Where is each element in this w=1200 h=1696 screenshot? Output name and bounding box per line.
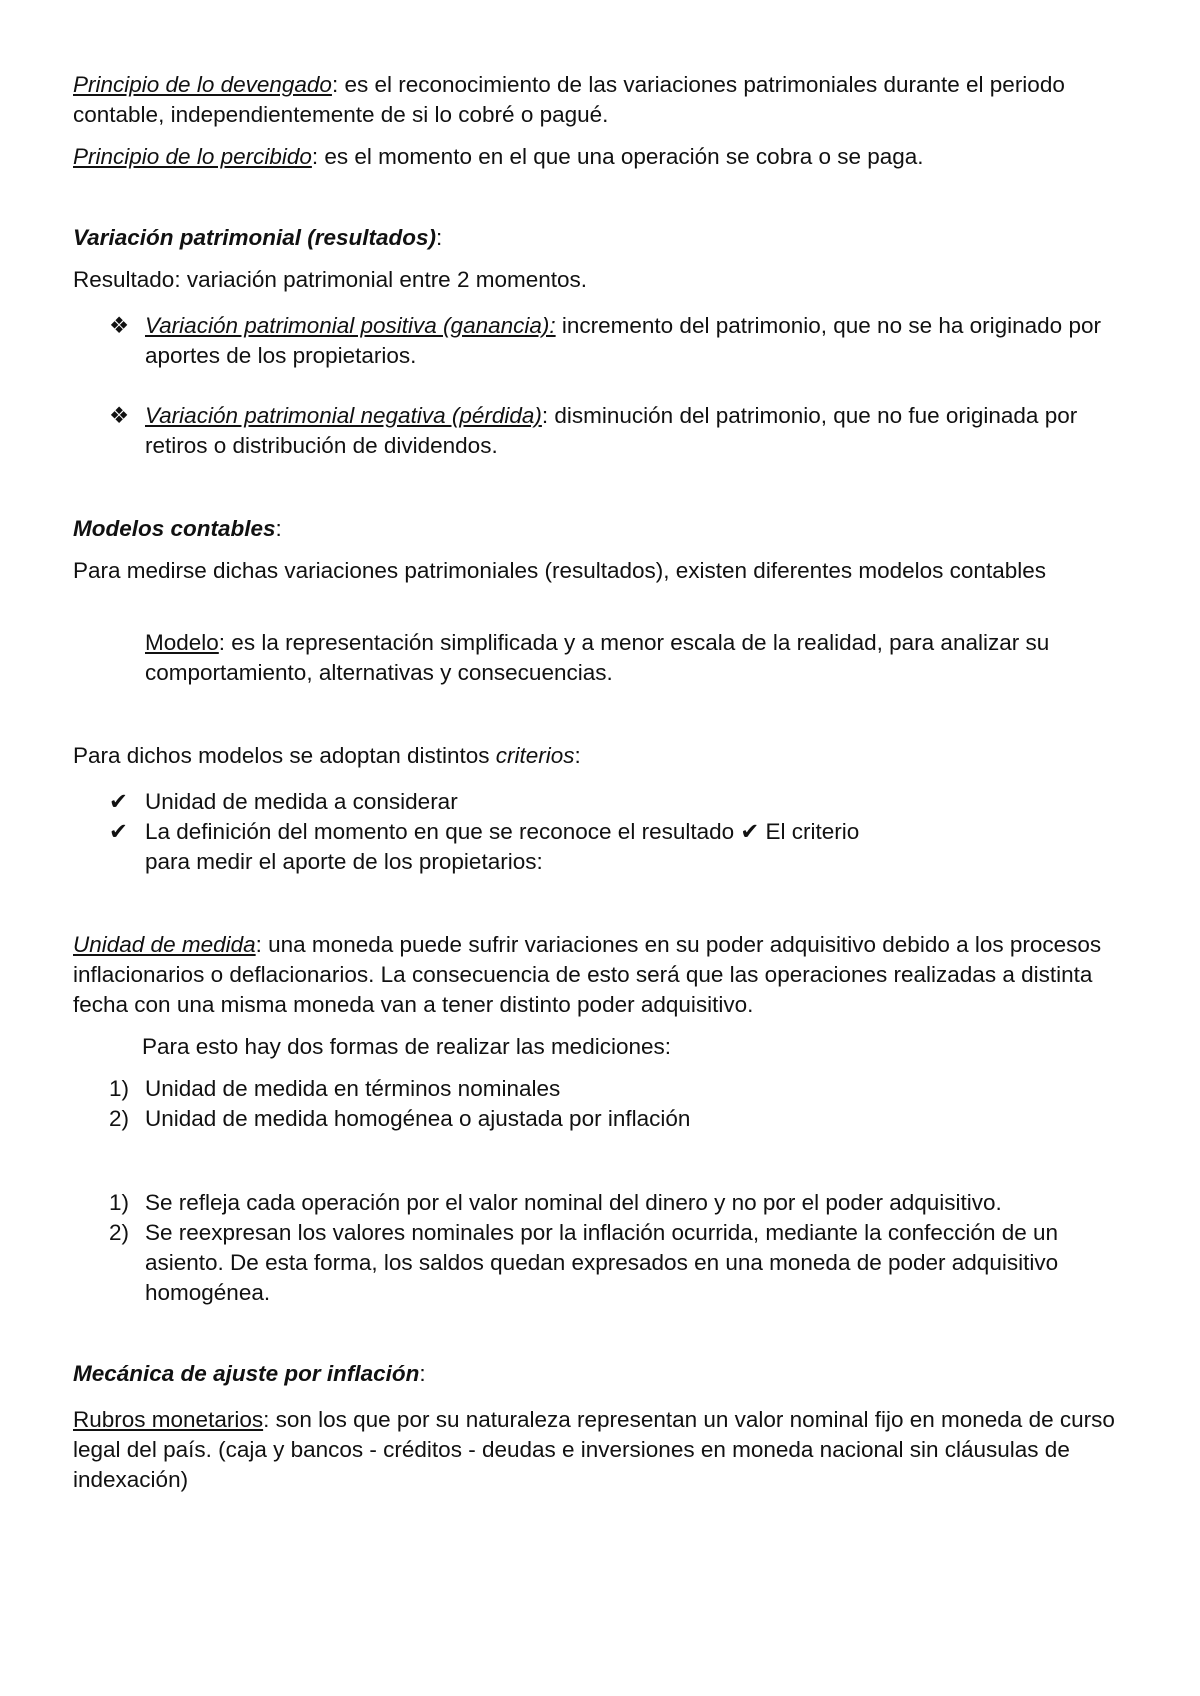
variacion-heading-text: Variación patrimonial (resultados): [73, 225, 436, 250]
explicacion-item-2: [73, 1218, 1143, 1308]
modelos-heading-text: Modelos contables: [73, 516, 276, 541]
devengado-text: : es el reconocimiento de las variaciones patrimoniales durante el periodo contable, independientemente de si lo cobré o pagué.: [73, 72, 1065, 127]
criterio-item-1: [73, 787, 1143, 817]
percibido-term: Principio de lo percibido: [73, 144, 312, 169]
diamond-bullet-icon: ❖: [109, 403, 130, 428]
unidad-text: : una moneda puede sufrir variaciones en su poder adquisitivo debido a los procesos inflacionarios o deflacionarios. La consecuencia de esto será que las operaciones realizadas a distinta fecha con una misma moneda van a tener distinto poder adquisitivo.: [73, 932, 1102, 1017]
mecanica-heading: [73, 1359, 1143, 1389]
medicion-item-1: [73, 1074, 1143, 1104]
variacion-positiva-item: [73, 311, 1143, 371]
modelos-intro: Para medirse dichas variaciones patrimoniales (resultados), existen diferentes modelos contables: [73, 558, 1046, 583]
rubros-term: Rubros monetarios: [73, 1407, 264, 1432]
modelo-definition: [73, 628, 1143, 688]
list-number: 2): [109, 1106, 130, 1131]
criterios-suffix: :: [574, 743, 581, 768]
modelos-heading-colon: :: [275, 516, 282, 541]
rubros-text: : son los que por su naturaleza representan un valor nominal fijo en moneda de curso legal del país. (caja y bancos - créditos - deudas e inversiones en moneda nacional sin cláusulas de indexación): [73, 1407, 1115, 1492]
criterio-item-1-text: Unidad de medida a considerar: [145, 789, 458, 814]
variacion-negativa-item: [73, 401, 1143, 461]
modelos-heading: [73, 514, 1143, 544]
list-number: 1): [109, 1190, 130, 1215]
criterio-item-2-text: La definición del momento en que se reconoce el resultado ✔ El criterio: [145, 819, 860, 844]
percibido-paragraph: [73, 142, 1143, 172]
variacion-negativa-text: : disminución del patrimonio, que no fue originada por retiros o distribución de dividendos.: [145, 403, 1078, 458]
criterios-prefix: Para dichos modelos se adoptan distintos: [73, 743, 496, 768]
formas-paragraph: Para esto hay dos formas de realizar las mediciones:: [142, 1034, 672, 1059]
modelo-text: : es la representación simplificada y a menor escala de la realidad, para analizar su comportamiento, alternativas y consecuencias.: [145, 630, 1050, 685]
criterios-word: criterios: [495, 743, 575, 768]
mecanica-heading-text: Mecánica de ajuste por inflación: [73, 1361, 420, 1386]
unidad-term: Unidad de medida: [73, 932, 256, 957]
list-number: 1): [109, 1076, 130, 1101]
document-page: [73, 70, 1143, 1495]
medicion-item-2-text: Unidad de medida homogénea o ajustada por inflación: [145, 1106, 691, 1131]
variacion-heading: [73, 223, 1143, 253]
criterio-item-2: [73, 817, 1143, 847]
resultado-paragraph: Resultado: variación patrimonial entre 2 momentos.: [73, 267, 588, 292]
rubros-paragraph: [73, 1405, 1143, 1495]
criterio-continuation: para medir el aporte de los propietarios:: [145, 849, 543, 874]
checkmark-icon: ✔: [109, 789, 128, 814]
modelo-term: Modelo: [145, 630, 219, 655]
medicion-item-1-text: Unidad de medida en términos nominales: [145, 1076, 561, 1101]
variacion-positiva-term: Variación patrimonial positiva (ganancia):: [145, 313, 556, 338]
mecanica-heading-colon: :: [419, 1361, 426, 1386]
variacion-heading-colon: :: [436, 225, 443, 250]
explicacion-item-2-text: Se reexpresan los valores nominales por la inflación ocurrida, mediante la confección de un asiento. De esta forma, los saldos quedan expresados en una moneda de poder adquisitivo homogénea.: [145, 1220, 1059, 1305]
devengado-paragraph: [73, 70, 1143, 130]
medicion-item-2: [73, 1104, 1143, 1134]
devengado-term: Principio de lo devengado: [73, 72, 332, 97]
explicacion-item-1: [73, 1188, 1143, 1218]
unidad-paragraph: [73, 930, 1143, 1020]
checkmark-icon: ✔: [109, 819, 128, 844]
explicacion-item-1-text: Se refleja cada operación por el valor nominal del dinero y no por el poder adquisitivo.: [145, 1190, 1002, 1215]
variacion-negativa-term: Variación patrimonial negativa (pérdida): [145, 403, 542, 428]
percibido-text: : es el momento en el que una operación se cobra o se paga.: [311, 144, 924, 169]
variacion-positiva-text: incremento del patrimonio, que no se ha originado por aportes de los propietarios.: [145, 313, 1101, 368]
list-number: 2): [109, 1220, 130, 1245]
diamond-bullet-icon: ❖: [109, 313, 130, 338]
criterios-paragraph: [73, 741, 1143, 771]
